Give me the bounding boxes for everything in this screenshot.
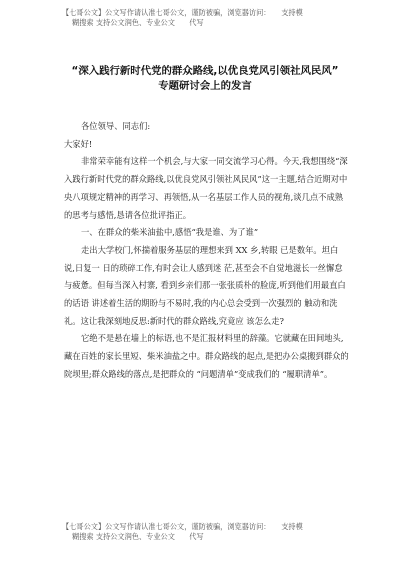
page-footer — [62, 522, 362, 542]
paragraph-3: 它绝不是悬在墙上的标语,也不是汇报材料里的辞藻。它就藏在田间地头,藏在百姓的家长里短、柴米油盐之中。群众路线的起点,是把办公桌搬到群众的院坝里;群众路线的落点,是把群众的 “问题清单”变成我们的 “履职清单”。 — [64, 333, 349, 379]
header-line-1: 【七哥公文】公文写作请认准七哥公文，谨防被骗，浏览器访问： 支持模 — [62, 8, 303, 17]
page-header — [62, 8, 362, 28]
greeting: 大家好! — [64, 138, 93, 149]
paragraph-2: 走出大学校门,怀揣着服务基层的理想来到 XX 乡,转眼 已是数年。坦白说,日复一 日的琐碎工作,有时会让人感到迷 茫,甚至会不自觉地滋长一丝懈怠与疲惫。但每当深入村寨, 看到乡亲们那一张张质朴的脸庞,听到他们用最直白的话语 讲述着生活的期盼与不易时,我的内心总会受到一次强烈的 触动和洗礼。这让我深刻地反思:新时代的群众路线,究竟应 该怎么走? — [64, 244, 346, 326]
salutation: 各位领导、同志们: — [81, 121, 151, 131]
footer-line-2: 糊搜索 支持公文润色、专业公文 代写 — [72, 532, 204, 541]
paragraph-1: 非常荣幸能有这样一个机会,与大家一同交流学习心得。今天,我想围绕“深入践行新时代党的群众路线,以优良党风引领社风民风”这一主题,结合近期对中央八项规定精神的再学习、再领悟,从一名基层工作人员的视角,谈几点不成熟的思考与感悟,恳请各位批评指正。 — [64, 156, 348, 220]
footer-line-1: 【七哥公文】公文写作请认准七哥公文，谨防被骗，浏览器访问： 支持模 — [62, 522, 303, 531]
document-title — [40, 64, 370, 94]
title-line-2: 专题研讨会上的发言 — [158, 80, 252, 92]
header-line-2: 糊搜索 支持公文润色、专业公文 代写 — [72, 18, 204, 27]
title-line-1: “深入践行新时代党的群众路线,以优良党风引领社风民风” — [71, 65, 339, 77]
document-body — [64, 118, 349, 384]
section-heading-1: 一、在群众的柴米油盐中,感悟“我是谁、为了谁” — [81, 227, 259, 238]
